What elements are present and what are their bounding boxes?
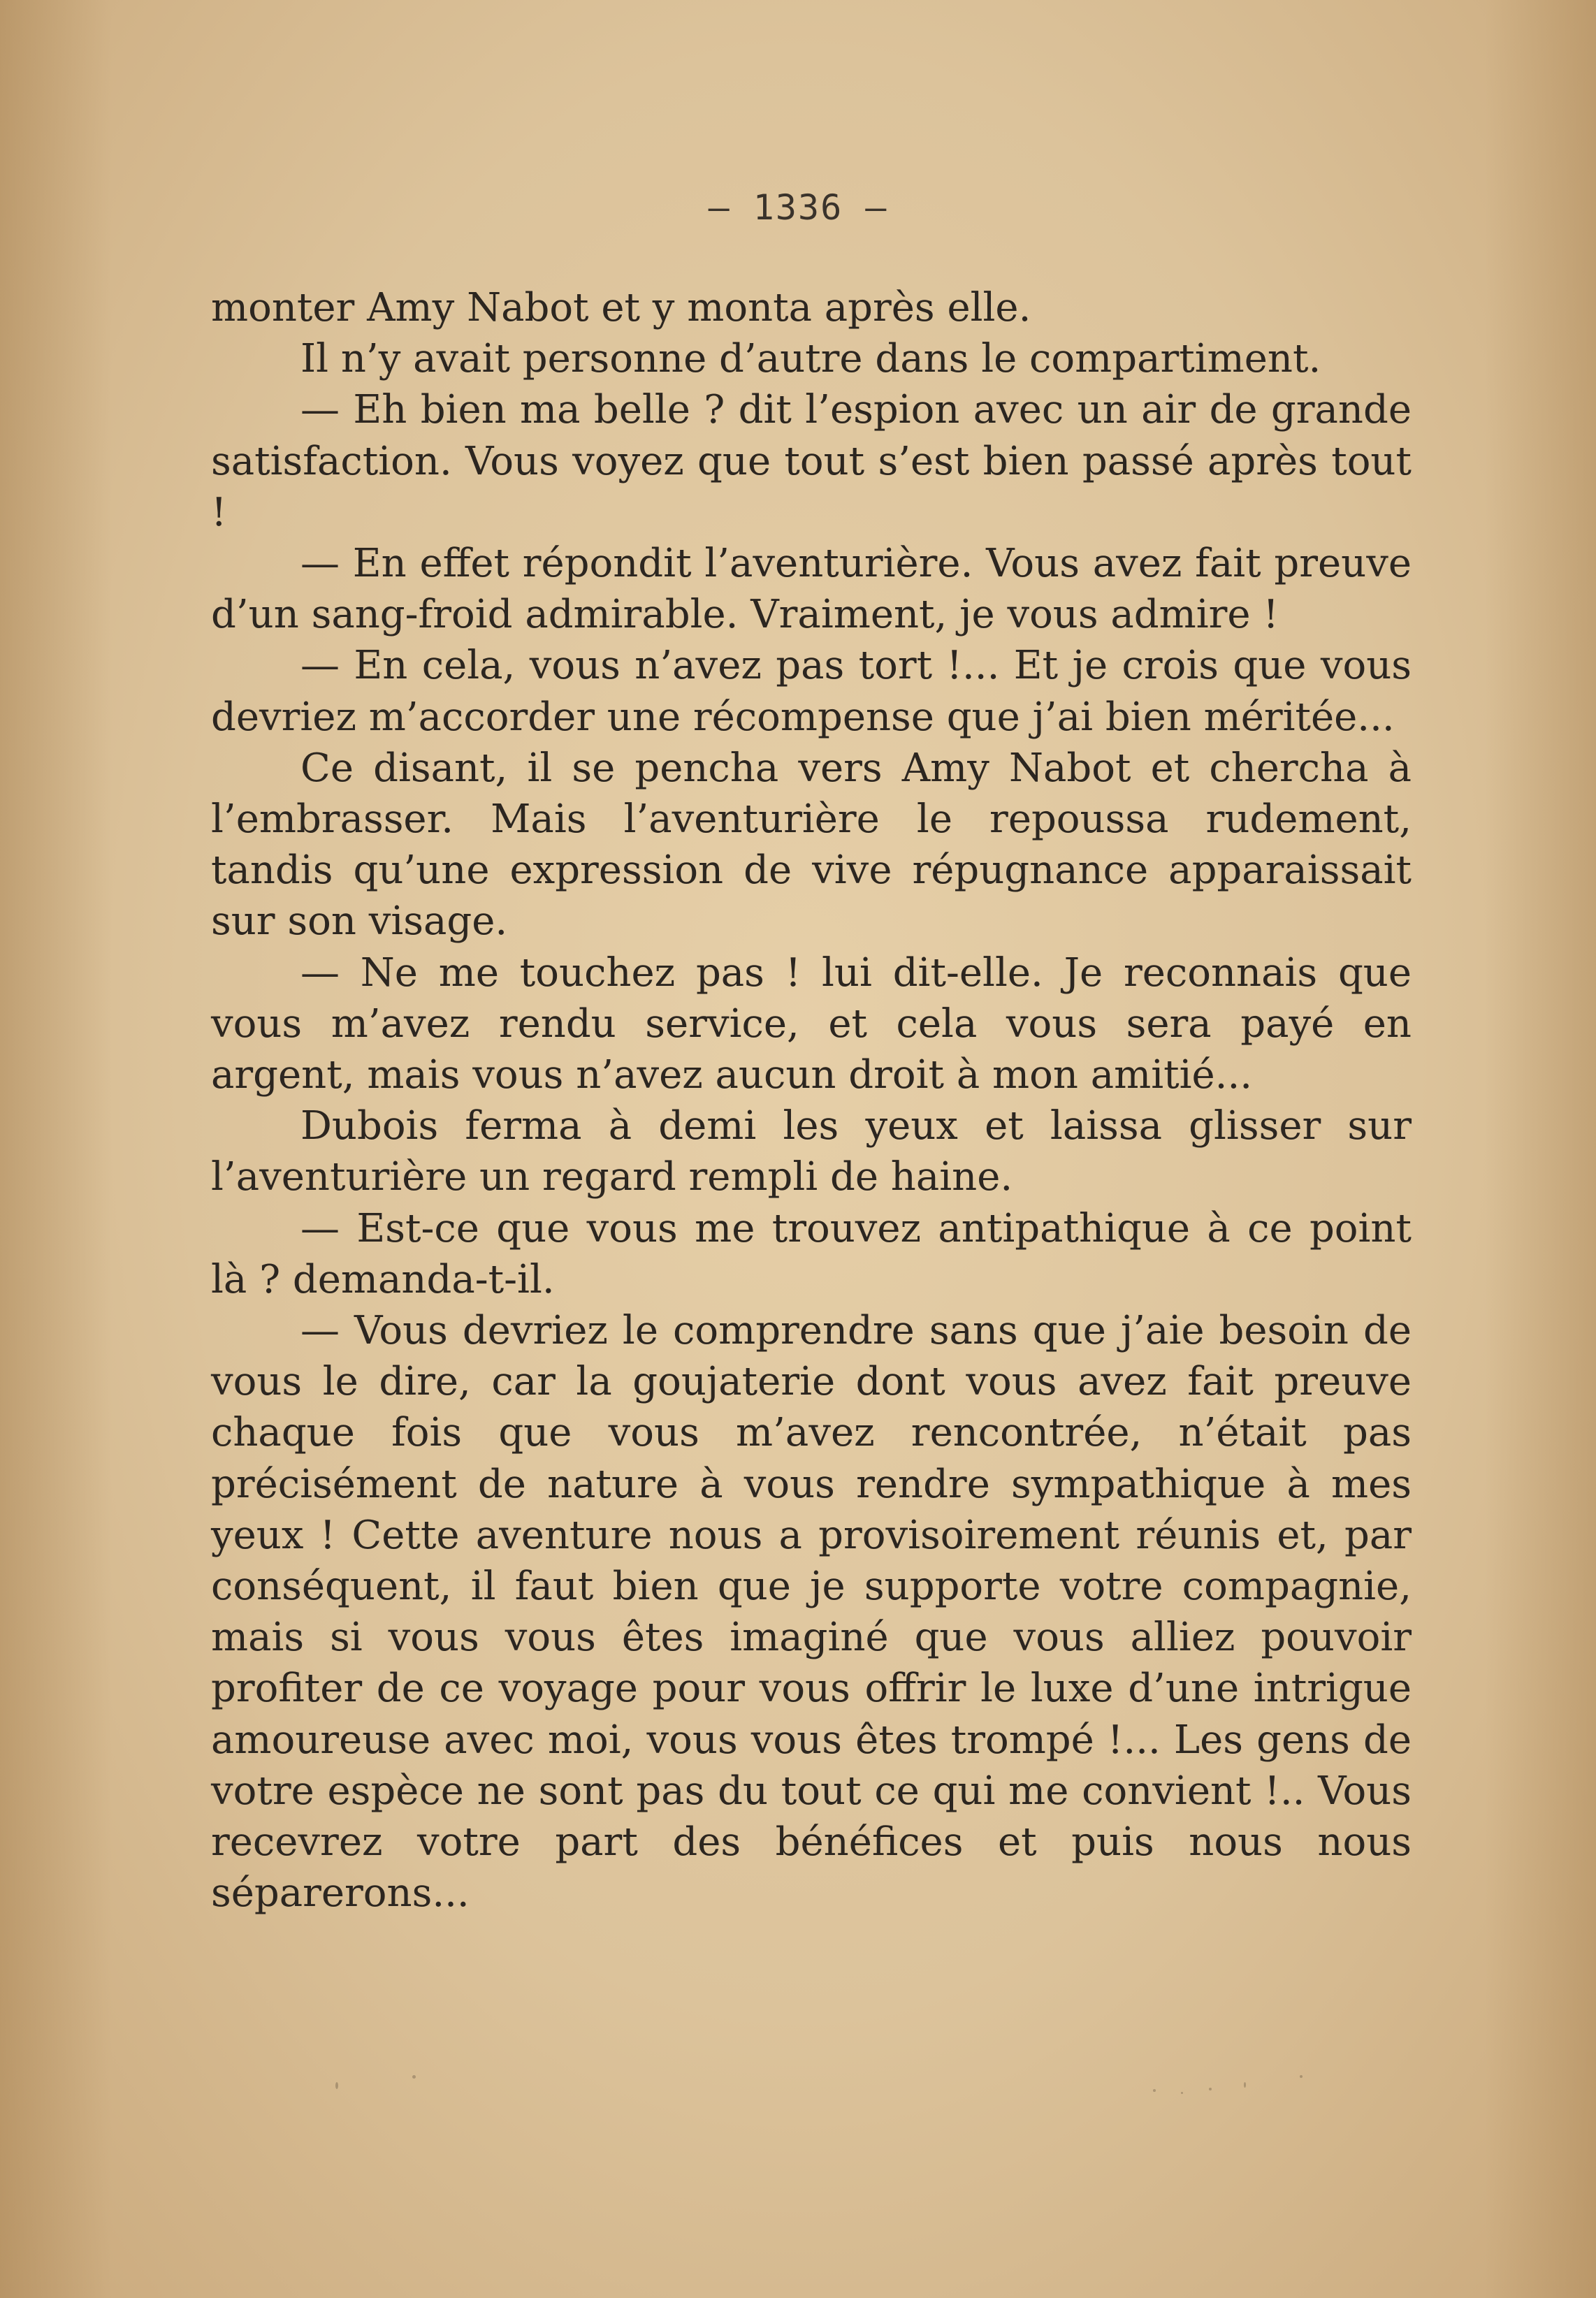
page-edge-shadow-left [0, 0, 112, 2298]
paragraph: — Ne me touchez pas ! lui dit-elle. Je reconnais que vous m’avez rendu service, et cela vous sera payé en argent, mais vous n’avez aucun droit à mon amitié... [211, 950, 1412, 1098]
page-edge-shadow-right [1484, 0, 1596, 2298]
paper-specks [252, 2061, 1370, 2103]
page-number: — 1336 — [708, 187, 888, 228]
paragraph: — En effet répondit l’aventurière. Vous avez fait preuve d’un sang-froid admirable. Vraiment, je vous admire ! [211, 541, 1412, 638]
body-text [211, 282, 1412, 1919]
paragraph: — En cela, vous n’avez pas tort !... Et je crois que vous devriez m’accorder une récompense que j’ai bien méritée... [211, 643, 1412, 740]
paragraph: — Eh bien ma belle ? dit l’espion avec un air de grande satisfaction. Vous voyez que tout s’est bien passé après tout ! [211, 387, 1412, 535]
paragraph: Il n’y avait personne d’autre dans le compartiment. [300, 336, 1321, 382]
paragraph: — Est-ce que vous me trouvez antipathique à ce point là ? demanda-t-il. [211, 1205, 1412, 1302]
paragraph: monter Amy Nabot et y monta après elle. [211, 285, 1031, 330]
paragraph: — Vous devriez le comprendre sans que j’aie besoin de vous le dire, car la goujaterie dont vous avez fait preuve chaque fois que vous m’avez rencontrée, n’était pas précisément de nature à vous rendre sympathique à mes yeux ! Cette aventure nous a provisoirement réunis et, par conséquent, il faut bien que je supporte votre compagnie, mais si vous vous êtes imaginé que vous alliez pouvoir profiter de ce voyage pour vous offrir le luxe d’une intrigue amoureuse avec moi, vous vous êtes trompé !... Les gens de votre espèce ne sont pas du tout ce qui me convient !.. Vous recevrez votre part des bénéfices et puis nous nous séparerons... [211, 1308, 1412, 1917]
paragraph: Ce disant, il se pencha vers Amy Nabot et chercha à l’embrasser. Mais l’aventurière le repoussa rudement, tandis qu’une expression de vive répugnance apparaissait sur son visage. [211, 745, 1412, 945]
paragraph: Dubois ferma à demi les yeux et laissa glisser sur l’aventurière un regard rempli de haine. [211, 1103, 1412, 1200]
